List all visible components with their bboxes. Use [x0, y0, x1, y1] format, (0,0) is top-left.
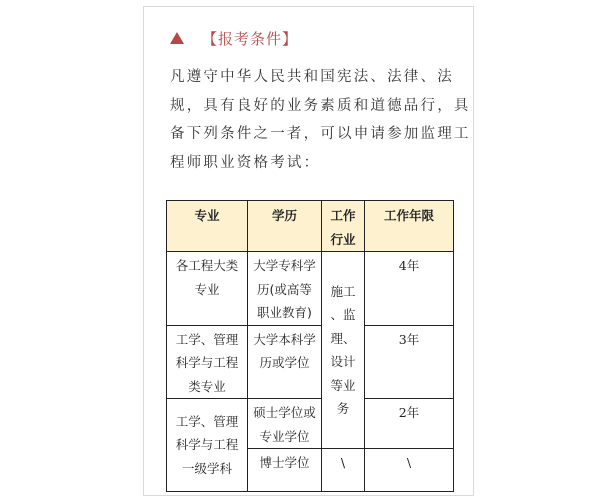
cell-major: 工学、管理 科学与工程 类专业	[167, 325, 248, 399]
cell-education: 大学专科学 历(或高等 职业教育)	[248, 252, 322, 326]
table-header-row	[167, 201, 454, 252]
intro-line: 凡遵守中华人民共和国宪法、法律、法	[170, 69, 454, 85]
cell-major: 各工程大类 专业	[167, 252, 248, 326]
intro-line: 程师职业资格考试：	[170, 155, 321, 172]
header-education: 学历	[248, 201, 322, 252]
table-row	[167, 252, 454, 326]
table-row	[167, 399, 454, 449]
cell-years: \	[365, 449, 454, 492]
cell-education: 博士学位	[248, 449, 322, 492]
header-major: 专业	[167, 201, 248, 252]
header-years: 工作年限	[365, 201, 454, 252]
intro-line: 备下列条件之一者，可以申请参加监理工	[170, 126, 471, 143]
cell-years: 4年	[365, 252, 454, 326]
section-title: 【报考条件】	[202, 29, 299, 48]
triangle-icon	[170, 32, 184, 44]
cell-education: 硕士学位或 专业学位	[248, 399, 322, 449]
intro-line: 规，具有良好的业务素质和道德品行，具	[170, 97, 471, 114]
header-industry: 工作 行业	[322, 201, 365, 252]
requirements-table	[166, 200, 454, 492]
cell-years: 2年	[365, 399, 454, 449]
cell-industry-merged: 施工 、监 理、 设计 等业 务	[322, 252, 365, 449]
cell-education: 大学本科学 历或学位	[248, 325, 322, 399]
table-row	[167, 325, 454, 399]
cell-major: 工学、管理 科学与工程 一级学科	[167, 399, 248, 492]
cell-industry: \	[322, 449, 365, 492]
intro-paragraph	[170, 63, 471, 178]
section-heading	[170, 26, 298, 50]
exam-requirements-card	[143, 6, 474, 496]
cell-years: 3年	[365, 325, 454, 399]
